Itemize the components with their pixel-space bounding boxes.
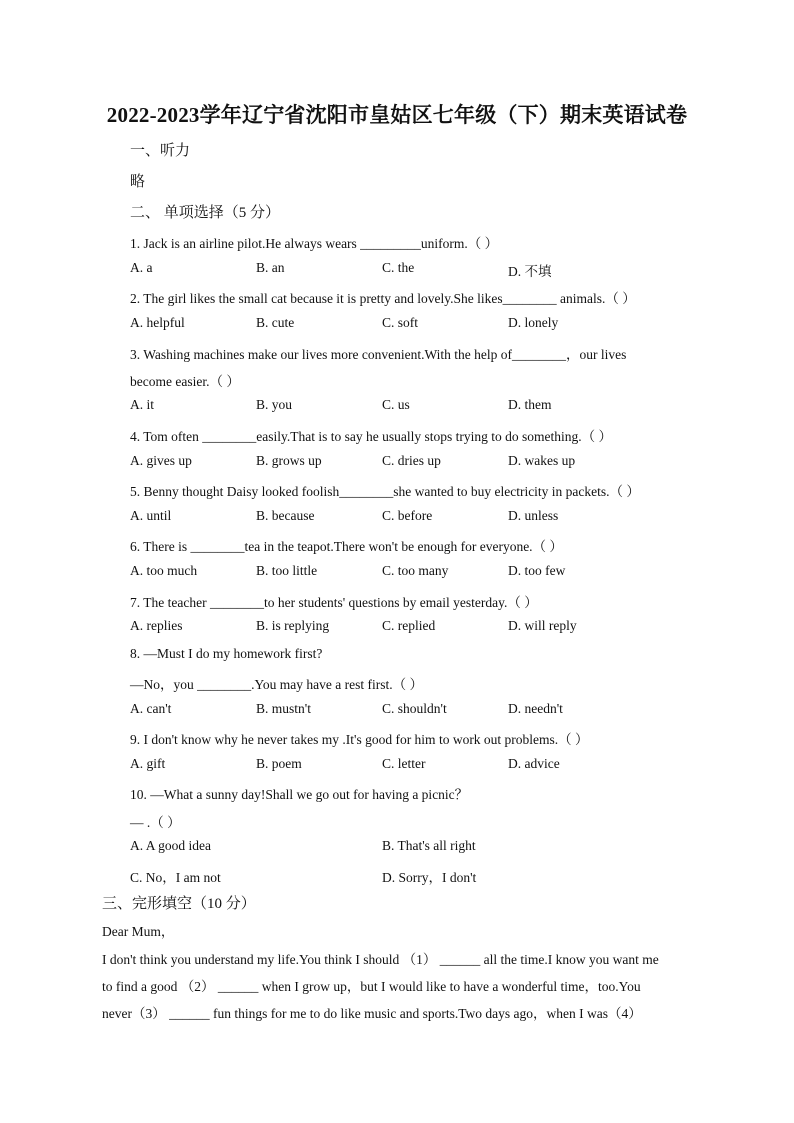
question-5-option-d: D. unless [508, 508, 559, 523]
question-8-option-d: D. needn't [508, 701, 563, 716]
question-2-option-c: C. soft [382, 315, 419, 330]
question-9-option-a: A. gift [130, 756, 166, 771]
question-8-option-a: A. can't [130, 701, 172, 716]
question-2-option-a: A. helpful [130, 315, 185, 330]
page-title: 2022-2023学年辽宁省沈阳市皇姑区七年级（下）期末英语试卷 [106, 103, 688, 127]
question-8-option-b: B. mustn't [256, 701, 311, 716]
question-7-option-c: C. replied [382, 618, 436, 633]
question-8-option-c: C. shouldn't [382, 701, 447, 716]
question-7-option-d: D. will reply [508, 618, 577, 633]
question-7-stem: 7. The teacher ________to her students' questions by email yesterday.（ ） [130, 595, 538, 610]
question-10-option-b: B. That's all right [382, 838, 476, 853]
question-10-option-a: A. A good idea [130, 838, 211, 853]
question-1-stem: 1. Jack is an airline pilot.He always wears _________uniform.（ ） [130, 236, 499, 251]
question-2-option-d: D. lonely [508, 315, 559, 330]
question-1-option-b: B. an [256, 260, 285, 275]
question-10-stem-line-1: 10. —What a sunny day!Shall we go out for having a picnic？ [130, 787, 469, 802]
question-5-stem: 5. Benny thought Daisy looked foolish________she wanted to buy electricity in packets.（ ） [130, 484, 640, 499]
listening-omitted-text: 略 [130, 174, 146, 190]
question-5-option-b: B. because [256, 508, 315, 523]
section-heading-listening: 一、听力 [130, 143, 191, 159]
question-3-stem-line-2: become easier.（ ） [130, 374, 240, 389]
question-6-stem: 6. There is ________tea in the teapot.There won't be enough for everyone.（ ） [130, 539, 563, 554]
question-4-stem: 4. Tom often ________easily.That is to say he usually stops trying to do something.（ ） [130, 429, 613, 444]
question-3-option-c: C. us [382, 397, 410, 412]
question-8-stem-line-2: —No，you ________.You may have a rest first.（ ） [130, 677, 423, 692]
question-6-option-b: B. too little [256, 563, 318, 578]
question-7-option-b: B. is replying [256, 618, 330, 633]
question-2-option-b: B. cute [256, 315, 295, 330]
question-3-option-d: D. them [508, 397, 552, 412]
section-heading-cloze: 三、完形填空（10 分） [102, 896, 256, 912]
question-9-stem: 9. I don't know why he never takes my .It's good for him to work out problems.（ ） [130, 732, 589, 747]
cloze-line-1: I don't think you understand my life.You think I should （1） ______ all the time.I know you want me [102, 952, 659, 967]
question-10-option-c: C. No，I am not [130, 870, 221, 885]
question-1-option-d: D. 不填 [508, 264, 552, 279]
question-6-option-a: A. too much [130, 563, 198, 578]
question-3-stem-line-1: 3. Washing machines make our lives more convenient.With the help of________，our lives [130, 347, 627, 362]
question-9-option-c: C. letter [382, 756, 426, 771]
question-9-option-d: D. advice [508, 756, 560, 771]
cloze-line-2: to find a good （2） ______ when I grow up，but I would like to have a wonderful time，too.You [102, 979, 641, 994]
section-heading-single-choice: 二、 单项选择（5 分） [130, 205, 281, 221]
question-3-option-b: B. you [256, 397, 293, 412]
question-3-option-a: A. it [130, 397, 155, 412]
question-4-option-a: A. gives up [130, 453, 192, 468]
question-10-option-d: D. Sorry，I don't [382, 870, 477, 885]
question-4-option-d: D. wakes up [508, 453, 576, 468]
question-6-option-d: D. too few [508, 563, 566, 578]
question-1-option-c: C. the [382, 260, 415, 275]
question-4-option-b: B. grows up [256, 453, 322, 468]
question-1-option-a: A. a [130, 260, 153, 275]
question-5-option-a: A. until [130, 508, 172, 523]
question-10-stem-line-2: — .（ ） [130, 815, 181, 830]
question-8-stem-line-1: 8. —Must I do my homework first? [130, 646, 323, 661]
question-4-option-c: C. dries up [382, 453, 441, 468]
question-2-stem: 2. The girl likes the small cat because it is pretty and lovely.She likes________ animals.（ ） [130, 291, 636, 306]
cloze-line-3: never（3） ______ fun things for me to do like music and sports.Two days ago，when I was（4） [102, 1006, 642, 1021]
question-9-option-b: B. poem [256, 756, 302, 771]
cloze-salutation: Dear Mum， [102, 924, 175, 939]
question-6-option-c: C. too many [382, 563, 449, 578]
question-7-option-a: A. replies [130, 618, 183, 633]
question-5-option-c: C. before [382, 508, 433, 523]
